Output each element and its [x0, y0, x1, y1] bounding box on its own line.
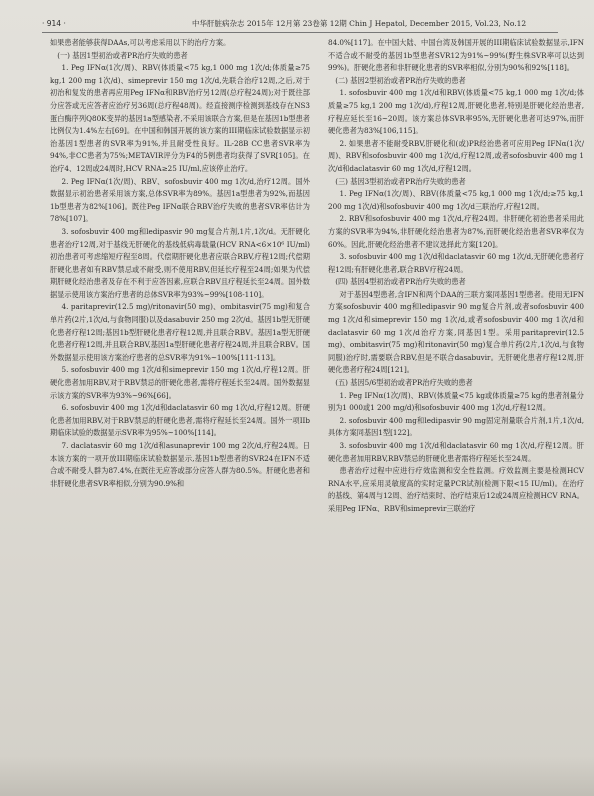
paragraph: 患者治疗过程中应进行疗效监测和安全性监测。疗效监测主要是检测HCV RNA水平,应采用灵敏度高的实时定量PCR试剂(检测下限<15 IU/ml)。在治疗的基线、第4周与12周、治疗结束时、治疗结束后12或24周应检测HCV RNA。采用Peg IFNα、RBV和simeprevir三联治疗 — [328, 466, 584, 513]
right-text-column — [328, 37, 584, 516]
paragraph: 2. sofosbuvir 400 mg和ledipasvir 90 mg固定剂量联合片剂,1片,1次/d,具体方案同基因1型[122]。 — [328, 415, 584, 438]
section-heading: (五) 基因5/6型初治或者PR治疗失败的患者 — [335, 378, 473, 388]
paragraph: 2. 如果患者不能耐受RBV,肝硬化和(或)PR经治患者可应用Peg IFNα(1次/周)、RBV和sofosbuvir 400 mg 1次/d,疗程12周,或者sofosbuvir 400 mg 1次/d和daclatasvir 60 mg 1次/d,疗程12周。 — [328, 138, 584, 173]
paragraph: 1. Peg IFNα(1次/周)、RBV(体质量<75 kg,1 000 mg 1次/d;≥75 kg,1 200 mg 1次/d)和sofosbuvir 400 mg 1次/d三联治疗,疗程12周。 — [328, 189, 584, 211]
page-number: · 914 · — [42, 19, 66, 28]
section-heading: (二) 基因2型初治或者PR治疗失败的患者 — [335, 75, 466, 85]
paragraph: 7. daclatasvir 60 mg 1次/d和asunaprevir 100 mg 2次/d,疗程24周。日本该方案的一项开放III期临床试验数据显示,基因1b型患者的SVR24在IFN不适合或不耐受人群为87.4%,在既往无应答或部分应答人群为80.5%。肝硬化患者和非肝硬化患者SVR率相似,分别为90.9%和 — [50, 441, 310, 488]
section-heading: (一) 基因1型初治或者PR治疗失败的患者 — [57, 50, 188, 60]
paragraph: 3. sofosbuvir 400 mg和ledipasvir 90 mg复合片剂,1片,1次/d。无肝硬化患者治疗12周,对于基线无肝硬化的基线低病毒载量(HCV RNA<6×10⁶ IU/ml)初治患者可考虑缩短疗程至8周。代偿期肝硬化患者应联合RBV,疗程12周;代偿期肝硬化患者如有RBV禁忌或不耐受,则不使用RBV,但延长疗程至24周;如果为代偿期肝硬化经治患者及存在不利于应答因素,应联合RBV且疗程延长至24周。国外数据显示使用该方案治疗患者的总体SVR率为93%~99%[108-110]。 — [50, 226, 310, 299]
section-heading: (三) 基因3型初治或者PR治疗失败的患者 — [335, 176, 466, 186]
left-text-column — [50, 37, 310, 490]
section-heading: (四) 基因4型初治或者PR治疗失败的患者 — [335, 277, 466, 287]
paragraph: 3. sofosbuvir 400 mg 1次/d和daclatasvir 60 mg 1次/d,无肝硬化患者疗程12周;有肝硬化患者,联合RBV疗程24周。 — [328, 252, 584, 274]
paragraph: 3. sofosbuvir 400 mg 1次/d和daclatasvir 60 mg 1次/d,疗程12周。肝硬化患者加用RBV,RBV禁忌的肝硬化患者需将疗程延长至24周。 — [328, 441, 584, 463]
paragraph: 2. Peg IFNα(1次/周)、RBV、sofosbuvir 400 mg 1次/d,治疗12周。国外数据显示初治患者采用该方案,总体SVR率为89%。基因1a型患者为92%,而基因1b型患者为82%[106]。既往Peg IFNα联合RBV治疗失败的患者SVR率估计为78%[107]。 — [50, 176, 310, 224]
paragraph: 5. sofosbuvir 400 mg 1次/d和simeprevir 150 mg 1次/d,疗程12周。肝硬化患者加用RBV,对于RBV禁忌的肝硬化患者,需将疗程延长至24周。国外数据显示该方案的SVR率为93%~96%[66]。 — [50, 365, 310, 400]
paragraph: 如果患者能够获得DAAs,可以考虑采用以下的治疗方案。 — [50, 38, 231, 47]
paragraph: 1. sofosbuvir 400 mg 1次/d和RBV(体质量<75 kg,1 000 mg 1次/d;体质量≥75 kg,1 200 mg 1次/d),疗程12周,肝硬化患者,特别是肝硬化经治患者,疗程应延长至16~20周。该方案总体SVR率95%,无肝硬化患者可达97%,而肝硬化患者为83%[106,115]。 — [328, 88, 584, 136]
paragraph: 2. RBV和sofosbuvir 400 mg 1次/d,疗程24周。非肝硬化初治患者采用此方案的SVR率为94%,非肝硬化经治患者为87%,而肝硬化经治患者SVR率仅为60%。因此,肝硬化经治患者不建议选择此方案[120]。 — [328, 214, 584, 249]
page-header — [42, 16, 558, 33]
journal-running-title: 中华肝脏病杂志 2015年 12月第 23卷第 12期 Chin J Hepatol, December 2015, Vol.23, No.12 — [192, 19, 527, 28]
paragraph: 84.0%[117]。在中国大陆、中国台湾及韩国开展的III期临床试验数据显示,IFN不适合或不耐受的基因1b型患者SVR12为91%~99%(野生株SVR率可以达到99%)。肝硬化患者和非肝硬化患者的SVR率相似,分别为90%和92%[118]。 — [328, 38, 584, 73]
paragraph: 4. paritaprevir(12.5 mg)/ritonavir(50 mg)、ombitasvir(75 mg)和复合单片药(2片,1次/d,与食物同服)以及dasabuvir 250 mg 2次/d。基因1b型无肝硬化患者疗程12周;基因1b型肝硬化患者疗程12周,并且联合RBV。基因1a型无肝硬化患者疗程12周,并且联合RBV,基因1a型肝硬化患者疗程24周,并且联合RBV。国外数据显示使用该方案治疗患者的总SVR率为91%~100%[111-113]。 — [50, 302, 310, 362]
page-shadow — [0, 756, 594, 796]
paragraph: 1. Peg IFNα(1次/周)、RBV(体质量<75 kg或体质量≥75 kg的患者剂量分别为1 000或1 200 mg/d)和sofosbuvir 400 mg 1次/d,疗程12周。 — [328, 390, 584, 413]
paragraph: 6. sofosbuvir 400 mg 1次/d和daclatasvir 60 mg 1次/d,疗程12周。肝硬化患者加用RBV,对于RBV禁忌的肝硬化患者,需将疗程延长至24周。国外一项IIb期临床试验的数据显示SVR率为95%~100%[114]。 — [50, 403, 310, 438]
paragraph: 对于基因4型患者,含IFN和两个DAA的三联方案同基因1型患者。使用无IFN方案sofosbuvir 400 mg和ledipasvir 90 mg复合片剂,或者sofosbuvir 400 mg 1次/d和simeprevir 150 mg 1次/d,或者sofosbuvir 400 mg 1次/d和daclatasvir 60 mg 1次/d治疗方案,同基因1型。采用paritaprevir(12.5 mg)、ombitasvir(75 mg)和ritonavir(50 mg)复合单片药(2片,1次/d,与食物同服)治疗时,需要联合RBV,但是不联合dasabuvir。无肝硬化患者疗程12周,肝硬化患者疗程24周[121]。 — [328, 289, 584, 375]
paragraph: 1. Peg IFNα(1次/周)、RBV(体质量<75 kg,1 000 mg 1次/d;体质量≥75 kg,1 200 mg 1次/d)、simeprevir 150 mg 1次/d,先联合治疗12周,之后,对于初治和复发的患者再应用Peg IFNα和RBV治疗另12周(总疗程24周);对于既往部分应答或无应答者应治疗另36周(总疗程48周)。经直接测序检测到基线存在NS3蛋白酶序列Q80K变异的基因1a型感染者,不采用该联合方案,但是在基因1b型患者比例仅为1.4%左右[69]。在中国和韩国开展的该方案的III期临床试验数据显示初治基因1型患者的SVR率为91%,并且耐受性良好。IL-28B CC患者SVR率为94%,非CC患者为75%;METAVIR评分为F4的5例患者均获得了SVR[105]。在治疗4、12周或24周时,HCV RNA≥25 IU/ml,应该停止治疗。 — [50, 63, 310, 173]
